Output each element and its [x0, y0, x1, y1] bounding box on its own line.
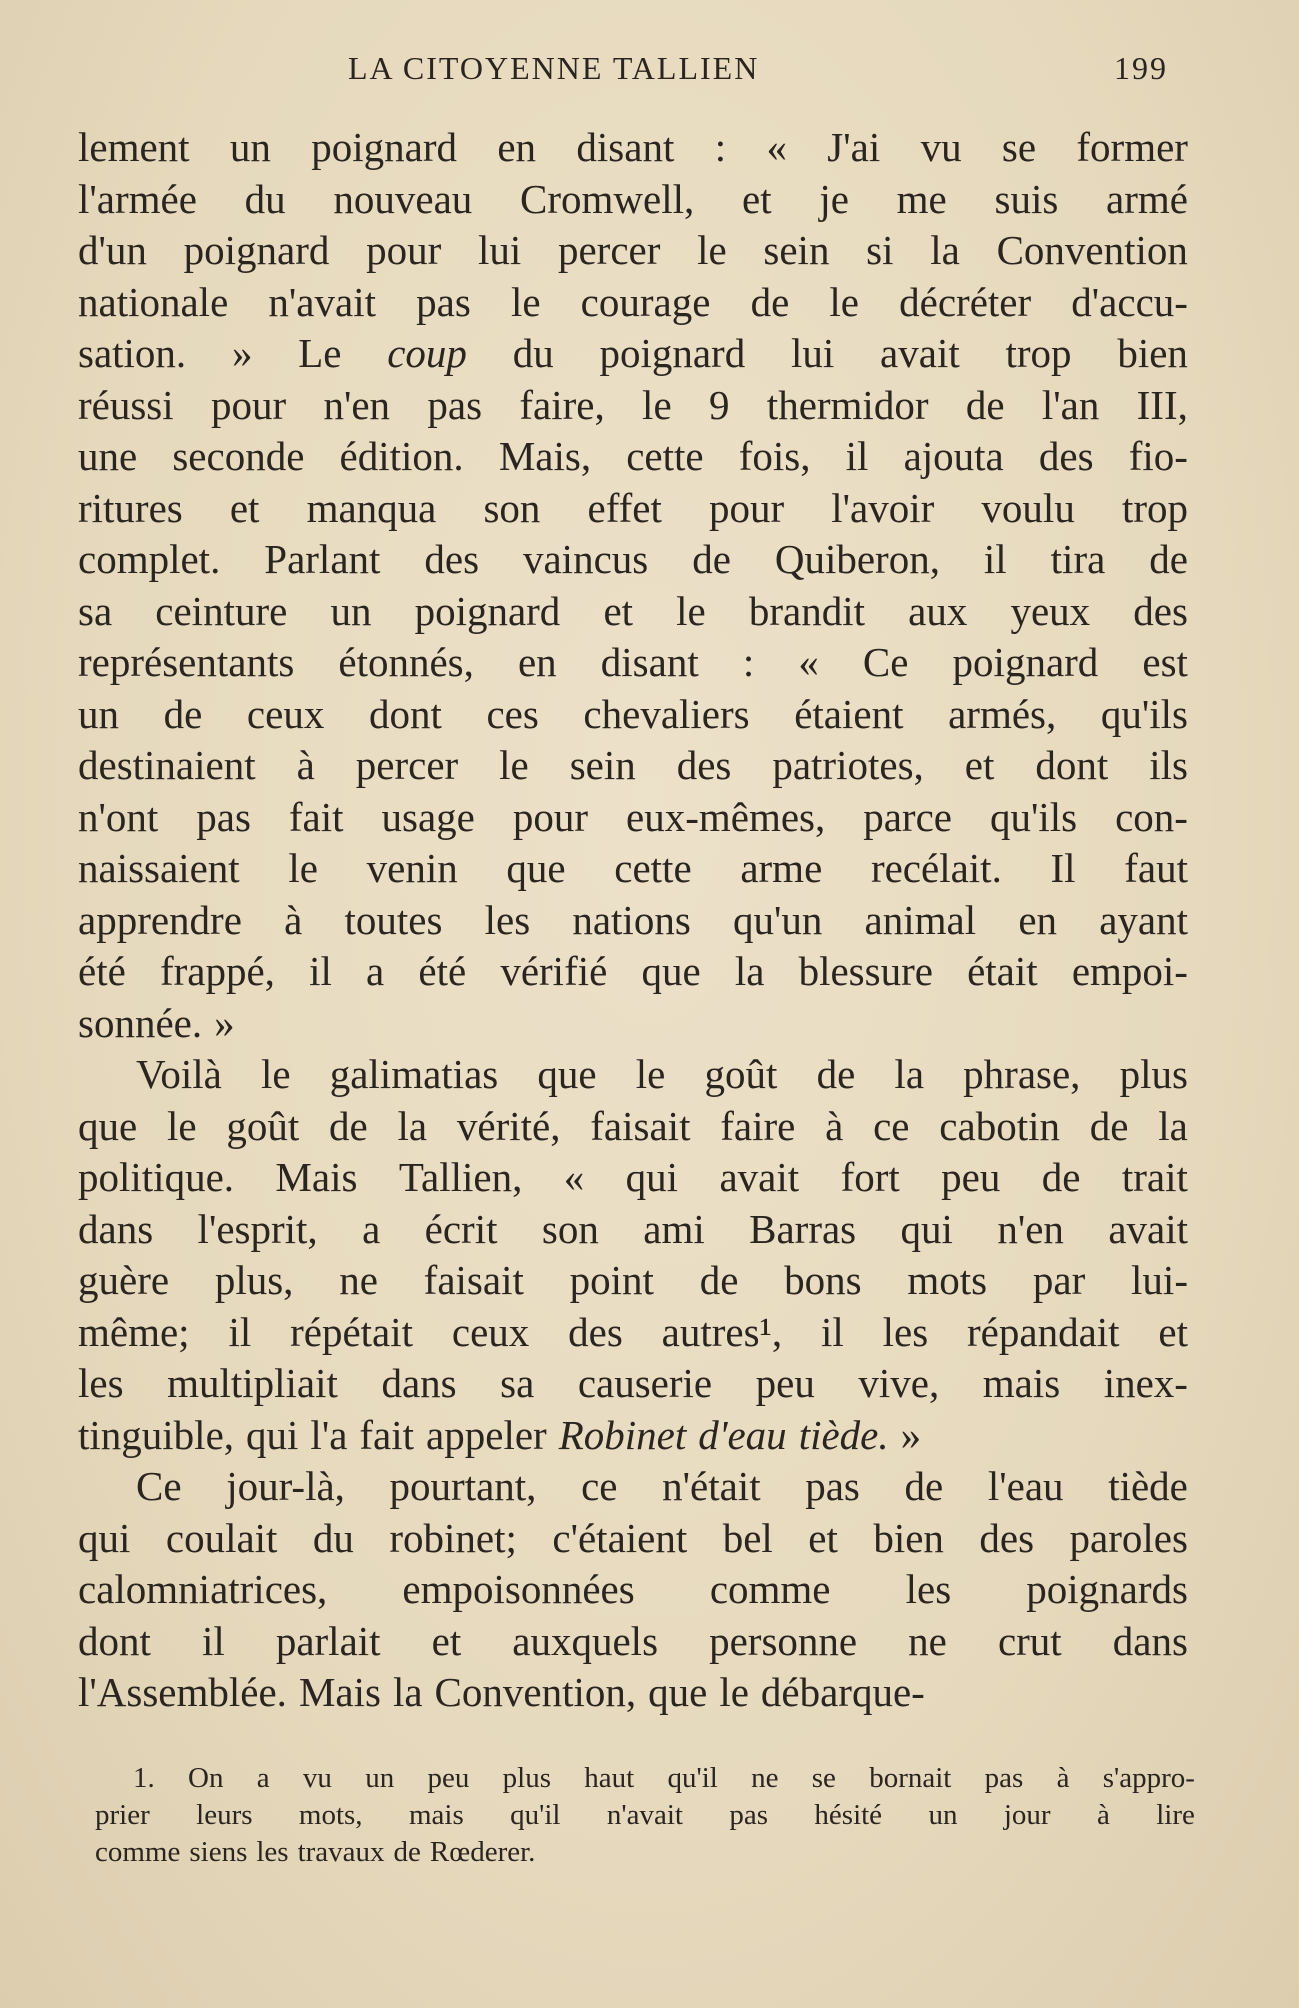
footnote-line: 1. On a vu un peu plus haut qu'il ne se bornait pas à s'appro- [133, 1762, 1195, 1794]
footnote-line: prier leurs mots, mais qu'il n'avait pas hésité un jour à lire [95, 1799, 1195, 1831]
text-line: Voilà le galimatias que le goût de la phrase, plus [136, 1051, 1188, 1097]
text-line: n'ont pas fait usage pour eux-mêmes, parce qu'ils con- [78, 793, 1188, 840]
page-header [78, 50, 1168, 96]
paragraphs [78, 122, 1188, 1719]
text-line: politique. Mais Tallien, « qui avait fort peu de trait [78, 1154, 1188, 1200]
text-line: calomniatrices, empoisonnées comme les poignards [78, 1566, 1188, 1612]
text-line: destinaient à percer le sein des patriotes, et dont ils [78, 742, 1188, 788]
text-line: complet. Parlant des vaincus de Quiberon, il tira de [78, 536, 1188, 582]
text-line: l'Assemblée. Mais la Convention, que le débarque- [78, 1669, 925, 1715]
text-line: apprendre à toutes les nations qu'un animal en ayant [78, 896, 1188, 943]
text-line: nationale n'avait pas le courage de le décréter d'accu- [78, 278, 1188, 325]
text-line: une seconde édition. Mais, cette fois, il ajouta des fio- [78, 433, 1188, 479]
text-line: les multipliait dans sa causerie peu vive, mais inex- [78, 1360, 1188, 1406]
text-line: sa ceinture un poignard et le brandit aux yeux des [78, 587, 1188, 634]
text-line: sation. » Le coup du poignard lui avait trop bien [78, 330, 1188, 376]
text-line: naissaient le venin que cette arme recélait. Il faut [78, 845, 1188, 891]
footnote-line: comme siens les travaux de Rœderer. [95, 1836, 536, 1868]
text-line: Ce jour-là, pourtant, ce n'était pas de l'eau tiède [136, 1463, 1188, 1509]
text-line: un de ceux dont ces chevaliers étaient armés, qu'ils [78, 690, 1188, 737]
text-line: dans l'esprit, a écrit son ami Barras qui n'en avait [78, 1205, 1188, 1252]
running-title: LA CITOYENNE TALLIEN [348, 50, 760, 86]
text-line: d'un poignard pour lui percer le sein si la Convention [78, 227, 1188, 273]
text-line: lement un poignard en disant : « J'ai vu se former [78, 124, 1188, 170]
text-line: même; il répétait ceux des autres¹, il les répandait et [78, 1308, 1188, 1355]
text-line: réussi pour n'en pas faire, le 9 thermidor de l'an III, [78, 381, 1188, 428]
text-line: l'armée du nouveau Cromwell, et je me suis armé [78, 175, 1188, 222]
text-line: sonnée. » [78, 999, 235, 1046]
text-line: dont il parlait et auxquels personne ne crut dans [78, 1617, 1188, 1664]
text-line: qui coulait du robinet; c'étaient bel et bien des paroles [78, 1514, 1188, 1561]
text-line: représentants étonnés, en disant : « Ce poignard est [78, 639, 1188, 685]
footnote [95, 1760, 1195, 1871]
text-line: que le goût de la vérité, faisait faire à ce cabotin de la [78, 1102, 1188, 1149]
body-text [78, 122, 1188, 1719]
text-line: été frappé, il a été vérifié que la blessure était empoi- [78, 948, 1188, 994]
footnote-lines [95, 1760, 1195, 1871]
text-line: guère plus, ne faisait point de bons mots par lui- [78, 1257, 1188, 1303]
text-line: tinguible, qui l'a fait appeler Robinet d'eau tiède. » [78, 1411, 922, 1458]
text-line: ritures et manqua son effet pour l'avoir voulu trop [78, 484, 1188, 531]
page-number: 199 [1114, 50, 1168, 86]
